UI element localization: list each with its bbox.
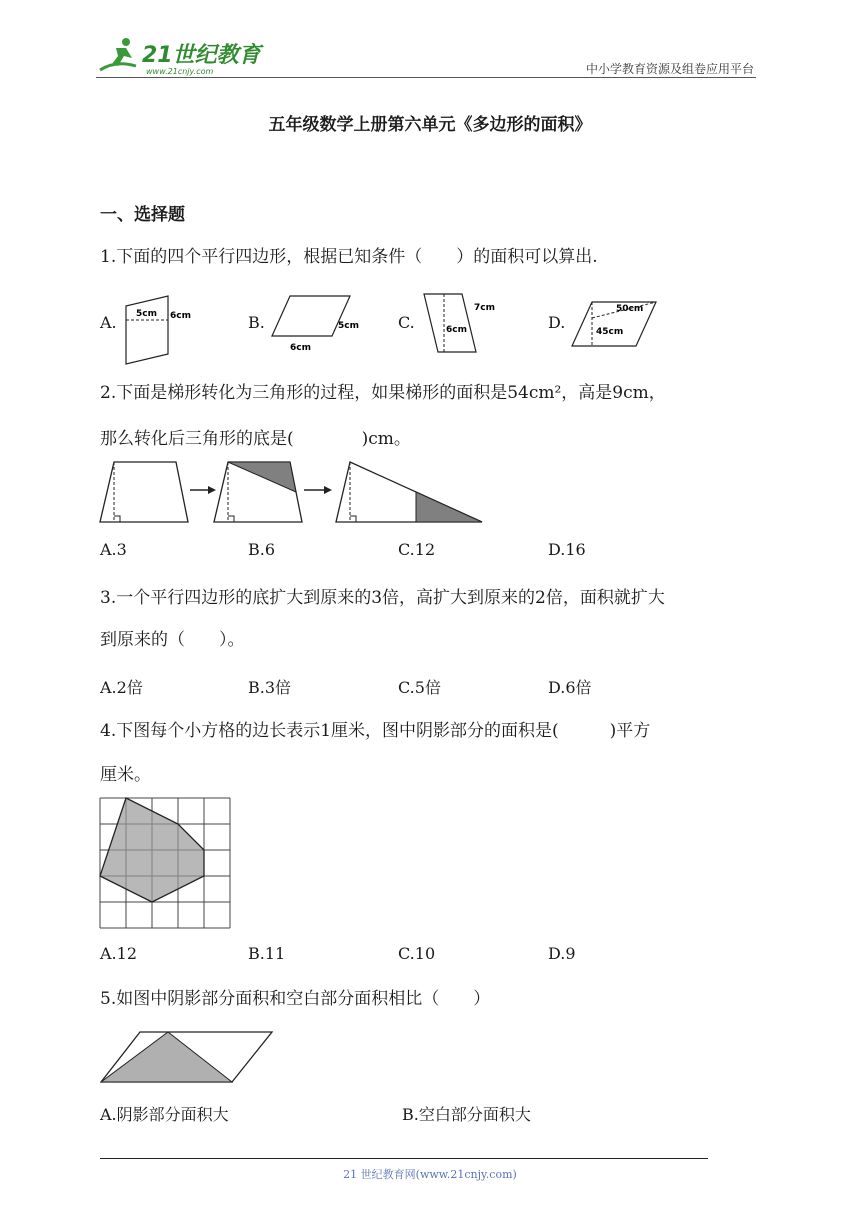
q3-option-d[interactable]: D.6倍 [548, 678, 592, 697]
q5-option-b[interactable]: B.空白部分面积大 [402, 1105, 531, 1124]
q1-option-a[interactable]: A. [100, 313, 117, 332]
footer-divider [100, 1158, 708, 1159]
q1-option-b[interactable]: B. [248, 313, 265, 332]
q3-option-c[interactable]: C.5倍 [398, 678, 441, 697]
svg-text:6cm: 6cm [446, 325, 467, 335]
q4-option-c[interactable]: C.10 [398, 944, 436, 963]
section-heading: 一、选择题 [100, 205, 185, 225]
q1-option-d[interactable]: D. [548, 313, 566, 332]
question-3-stem-line1: 3.一个平行四边形的底扩大到原来的3倍，高扩大到原来的2倍，面积就扩大 [100, 588, 665, 608]
q5-figure [100, 1030, 274, 1086]
svg-text:6cm: 6cm [290, 343, 311, 353]
svg-text:50cm: 50cm [616, 304, 644, 314]
runner-icon [100, 38, 136, 70]
shaded-polygon [100, 798, 204, 902]
platform-name: 中小学教育资源及组卷应用平台 [585, 62, 754, 76]
site-logo [96, 34, 266, 80]
q3-option-a[interactable]: A.2倍 [100, 678, 143, 697]
q2-figure [98, 458, 488, 524]
q4-option-b[interactable]: B.11 [248, 944, 286, 963]
header-divider [96, 77, 756, 78]
q2-option-a[interactable]: A.3 [100, 540, 127, 559]
q1-figure-c [420, 290, 500, 360]
svg-text:21世纪教育: 21世纪教育 [142, 43, 261, 68]
svg-text:www.21cnjy.com: www.21cnjy.com [146, 67, 214, 76]
q1-option-c[interactable]: C. [398, 313, 415, 332]
q1-figure-d [568, 296, 668, 352]
arrow-icon [190, 486, 216, 494]
q2-option-b[interactable]: B.6 [248, 540, 276, 559]
question-1-stem: 1.下面的四个平行四边形，根据已知条件（ ）的面积可以算出. [100, 247, 598, 267]
question-4-stem-line1: 4.下图每个小方格的边长表示1厘米，图中阴影部分的面积是( )平方 [100, 721, 651, 741]
q5-option-a[interactable]: A.阴影部分面积大 [100, 1105, 229, 1124]
svg-text:7cm: 7cm [474, 303, 495, 313]
trapezoid-shape [100, 462, 188, 522]
q4-grid-figure [99, 797, 231, 929]
question-2-stem-line1: 2.下面是梯形转化为三角形的过程，如果梯形的面积是54cm²，高是9cm， [100, 383, 666, 403]
svg-text:45cm: 45cm [596, 327, 624, 337]
q2-option-c[interactable]: C.12 [398, 540, 436, 559]
q4-option-a[interactable]: A.12 [100, 944, 137, 963]
q1-figure-a [118, 292, 198, 370]
question-5-stem: 5.如图中阴影部分面积和空白部分面积相比（ ） [100, 989, 491, 1009]
question-4-stem-line2: 厘米。 [100, 765, 151, 785]
arrow-icon [304, 486, 332, 494]
q4-option-d[interactable]: D.9 [548, 944, 576, 963]
q3-option-b[interactable]: B.3倍 [248, 678, 292, 697]
svg-text:6cm: 6cm [170, 311, 191, 321]
q2-option-d[interactable]: D.16 [548, 540, 586, 559]
svg-text:5cm: 5cm [136, 309, 157, 319]
question-3-stem-line2: 到原来的（ ）。 [100, 630, 245, 650]
svg-text:5cm: 5cm [338, 321, 359, 331]
page-title: 五年级数学上册第六单元《多边形的面积》 [268, 115, 592, 135]
triangle-shape [336, 462, 482, 522]
question-2-stem-line2: 那么转化后三角形的底是( )cm。 [100, 429, 411, 449]
trapezoid-split-shape [214, 462, 302, 522]
footer-text[interactable]: 21 世纪教育网(www.21cnjy.com) [343, 1168, 517, 1181]
q1-figure-b [268, 290, 368, 354]
